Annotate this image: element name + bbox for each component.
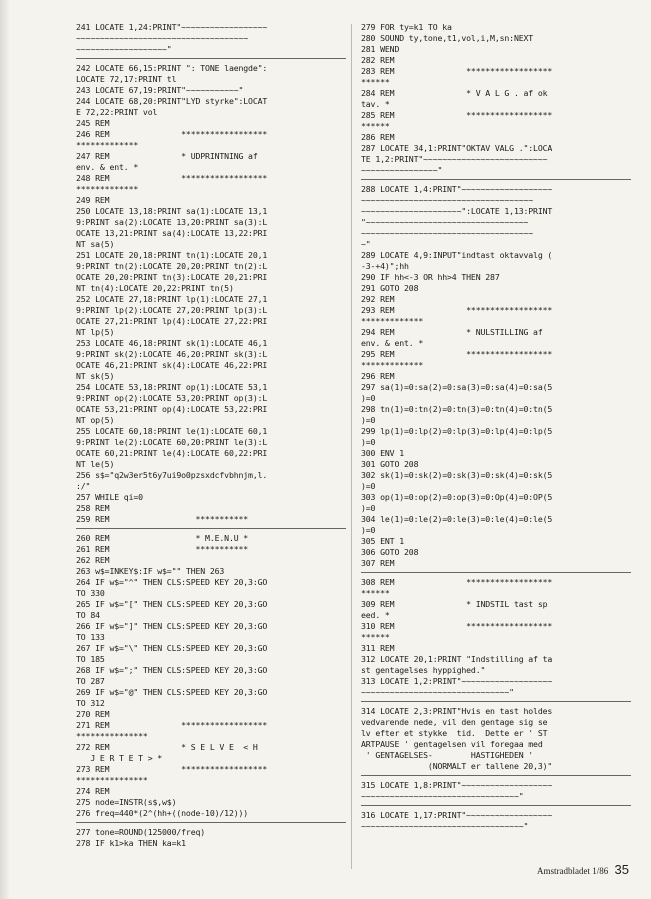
code-line: LOCATE 72,17:PRINT tl	[76, 74, 177, 84]
code-line: 244 LOCATE 68,20:PRINT"LYD styrke":LOCAT	[76, 96, 268, 106]
code-line: 275 node=INSTR(s$,w$)	[76, 797, 177, 807]
code-line: eed. *	[361, 610, 390, 620]
code-line: ~~~~~~~~~~~~~~~~~~~~~~~~~~~~~~~~~~"	[361, 821, 529, 831]
code-line: 300 ENV 1	[361, 448, 405, 458]
code-line: 290 IF hh<-3 OR hh>4 THEN 287	[361, 272, 500, 282]
code-line: NT lp(5)	[76, 327, 115, 337]
code-line: E 72,22:PRINT vol	[76, 107, 158, 117]
code-line: 307 REM	[361, 558, 395, 568]
code-line: 255 LOCATE 60,18:PRINT le(1):LOCATE 60,1	[76, 426, 268, 436]
code-line: )=0	[361, 481, 376, 491]
code-line: 245 REM	[76, 118, 110, 128]
code-line: 241 LOCATE 1,24:PRINT"~~~~~~~~~~~~~~~~~~	[76, 22, 268, 32]
code-line: 296 REM	[361, 371, 395, 381]
code-line: TO 330	[76, 588, 105, 598]
code-line: OCATE 13,21:PRINT sa(4):LOCATE 13,22:PRI	[76, 228, 268, 238]
code-line: NT le(5)	[76, 459, 115, 469]
listing-separator	[361, 775, 631, 778]
code-line: ~~~~~~~~~~~~~~~~~~~~~":LOCATE 1,13:PRINT	[361, 206, 553, 216]
code-line: OCATE 46,21:PRINT sk(4):LOCATE 46,22:PRI	[76, 360, 268, 370]
code-line: 291 GOTO 208	[361, 283, 419, 293]
code-line: )=0	[361, 393, 376, 403]
code-line: NT op(5)	[76, 415, 115, 425]
listing-column-right	[361, 22, 631, 832]
code-line: -3-+4)";hh	[361, 261, 409, 271]
code-line: 249 REM	[76, 195, 110, 205]
code-line: TO 133	[76, 632, 105, 642]
code-line: 266 IF w$="]" THEN CLS:SPEED KEY 20,3:GO	[76, 621, 268, 631]
code-line: 265 IF w$="[" THEN CLS:SPEED KEY 20,3:GO	[76, 599, 268, 609]
code-line: 9:PRINT lp(2):LOCATE 27,20:PRINT lp(3):L	[76, 305, 268, 315]
listing-separator	[361, 701, 631, 704]
code-line: 314 LOCATE 2,3:PRINT"Hvis en tast holdes	[361, 706, 553, 716]
code-line: 281 WEND	[361, 44, 400, 54]
code-line: )=0	[361, 525, 376, 535]
code-line: 257 WHILE qi=0	[76, 492, 143, 502]
code-line: 286 REM	[361, 132, 395, 142]
code-line: ' GENTAGELSES- HASTIGHEDEN '	[361, 750, 534, 760]
code-line: OCATE 60,21:PRINT le(4):LOCATE 60,22:PRI	[76, 448, 268, 458]
code-line: ~~~~~~~~~~~~~~~~~~~~~~~~~~~~~~~~~~~~	[76, 33, 249, 43]
code-line: 272 REM * S E L V E < H	[76, 742, 258, 752]
code-line: TO 84	[76, 610, 100, 620]
code-line: ~~~~~~~~~~~~~~~~~~~~~~~~~~~~~~~~~~~~	[361, 195, 534, 205]
code-line: 246 REM ******************	[76, 129, 268, 139]
code-line: 9:PRINT le(2):LOCATE 60,20:PRINT le(3):L	[76, 437, 268, 447]
code-line: (NORMALT er tallene 20,3)"	[361, 761, 553, 771]
code-line: 312 LOCATE 20,1:PRINT "Indstilling af ta	[361, 654, 553, 664]
code-line: 288 LOCATE 1,4:PRINT"~~~~~~~~~~~~~~~~~~~	[361, 184, 553, 194]
code-line: 310 REM ******************	[361, 621, 553, 631]
code-line: 271 REM ******************	[76, 720, 268, 730]
code-line: OCATE 20,20:PRINT tn(3):LOCATE 20,21:PRI	[76, 272, 268, 282]
code-line: 294 REM * NULSTILLING af	[361, 327, 543, 337]
code-line: st gentagelses hyppighed."	[361, 665, 486, 675]
code-line: 308 REM ******************	[361, 577, 553, 587]
code-line: ******	[361, 632, 390, 642]
code-line: 298 tn(1)=0:tn(2)=0:tn(3)=0:tn(4)=0:tn(5	[361, 404, 553, 414]
code-line: TE 1,2:PRINT"~~~~~~~~~~~~~~~~~~~~~~~~~~	[361, 154, 548, 164]
code-line: 262 REM	[76, 555, 110, 565]
code-line: 277 tone=ROUND(125000/freq)	[76, 827, 206, 837]
code-line: 297 sa(1)=0:sa(2)=0:sa(3)=0:sa(4)=0:sa(5	[361, 382, 553, 392]
code-line: 256 s$="q2w3er5t6y7ui9o0pzsxdcfvbhnjm,l.	[76, 470, 268, 480]
code-line: vedvarende nede, vil den gentage sig se	[361, 717, 548, 727]
code-line: 282 REM	[361, 55, 395, 65]
code-line: 313 LOCATE 1,2:PRINT"~~~~~~~~~~~~~~~~~~~	[361, 676, 553, 686]
code-line: ~~~~~~~~~~~~~~~~~~~~~~~~~~~~~~~"	[361, 687, 514, 697]
code-line: 267 IF w$="\" THEN CLS:SPEED KEY 20,3:GO	[76, 643, 268, 653]
code-line: TO 185	[76, 654, 105, 664]
code-line: )=0	[361, 437, 376, 447]
code-line: 268 IF w$=";" THEN CLS:SPEED KEY 20,3:GO	[76, 665, 268, 675]
code-line: 276 freq=440*(2^(hh+((node-10)/12)))	[76, 808, 249, 818]
code-line: TO 287	[76, 676, 105, 686]
code-line: 9:PRINT tn(2):LOCATE 20,20:PRINT tn(2):L	[76, 261, 268, 271]
code-line: 284 REM * V A L G . af ok	[361, 88, 548, 98]
code-line: 293 REM ******************	[361, 305, 553, 315]
code-line: 250 LOCATE 13,18:PRINT sa(1):LOCATE 13,1	[76, 206, 268, 216]
code-line: 247 REM * UDPRINTNING af	[76, 151, 258, 161]
code-line: 9:PRINT op(2):LOCATE 53,20:PRINT op(3):L	[76, 393, 268, 403]
code-line: 279 FOR ty=k1 TO ka	[361, 22, 452, 32]
code-line: OCATE 27,21:PRINT lp(4):LOCATE 27,22:PRI	[76, 316, 268, 326]
code-line: 285 REM ******************	[361, 110, 553, 120]
page-binding-shadow	[0, 0, 10, 899]
code-line: NT tn(4):LOCATE 20,22:PRINT tn(5)	[76, 283, 234, 293]
page-number: 35	[614, 862, 629, 877]
code-line: 264 IF w$="^" THEN CLS:SPEED KEY 20,3:GO	[76, 577, 268, 587]
code-line: 305 ENT 1	[361, 536, 405, 546]
code-line: 254 LOCATE 53,18:PRINT op(1):LOCATE 53,1	[76, 382, 268, 392]
code-line: 303 op(1)=0:op(2)=0:op(3)=0:Op(4)=0:OP(5	[361, 492, 553, 502]
code-line: ******	[361, 77, 390, 87]
code-line: ***************	[76, 731, 148, 741]
code-line: 316 LOCATE 1,17:PRINT"~~~~~~~~~~~~~~~~~~	[361, 810, 553, 820]
publication-name: Amstradbladet 1/86	[537, 866, 609, 876]
code-line: ~~~~~~~~~~~~~~~~~~~"	[76, 44, 172, 54]
code-line: ******	[361, 588, 390, 598]
code-line: tav. *	[361, 99, 390, 109]
code-line: )=0	[361, 415, 376, 425]
code-line: 9:PRINT sa(2):LOCATE 13,20:PRINT sa(3):L	[76, 217, 268, 227]
code-line: 258 REM	[76, 503, 110, 513]
code-line: ~~~~~~~~~~~~~~~~"	[361, 165, 443, 175]
code-line: 315 LOCATE 1,8:PRINT"~~~~~~~~~~~~~~~~~~~	[361, 780, 553, 790]
code-line: 299 lp(1)=0:lp(2)=0:lp(3)=0:lp(4)=0:lp(5	[361, 426, 553, 436]
code-line: 304 le(1)=0:le(2)=0:le(3)=0:le(4)=0:le(5	[361, 514, 553, 524]
code-line: 301 GOTO 208	[361, 459, 419, 469]
code-line: lv efter et stykke tid. Dette er ' ST	[361, 728, 548, 738]
code-line: 269 IF w$="@" THEN CLS:SPEED KEY 20,3:GO	[76, 687, 268, 697]
code-line: 248 REM ******************	[76, 173, 268, 183]
code-line: 253 LOCATE 46,18:PRINT sk(1):LOCATE 46,1	[76, 338, 268, 348]
code-line: 9:PRINT sk(2):LOCATE 46,20:PRINT sk(3):L	[76, 349, 268, 359]
code-line: 274 REM	[76, 786, 110, 796]
code-line: OCATE 53,21:PRINT op(4):LOCATE 53,22:PRI	[76, 404, 268, 414]
code-line: 309 REM * INDSTIL tast sp	[361, 599, 548, 609]
code-line: 302 sk(1)=0:sk(2)=0:sk(3)=0:sk(4)=0:sk(5	[361, 470, 553, 480]
code-line: 270 REM	[76, 709, 110, 719]
listing-separator	[76, 822, 346, 825]
code-line: 273 REM ******************	[76, 764, 268, 774]
code-line: *************	[76, 184, 139, 194]
page-footer	[537, 862, 629, 877]
code-line: ~"	[361, 239, 371, 249]
listing-column-left	[76, 22, 346, 849]
code-line: 251 LOCATE 20,18:PRINT tn(1):LOCATE 20,1	[76, 250, 268, 260]
code-line: )=0	[361, 503, 376, 513]
listing-separator	[76, 528, 346, 531]
listing-separator	[361, 805, 631, 808]
code-line: 295 REM ******************	[361, 349, 553, 359]
code-line: ~~~~~~~~~~~~~~~~~~~~~~~~~~~~~~~~~"	[361, 791, 524, 801]
code-line: 292 REM	[361, 294, 395, 304]
code-line: env. & ent. *	[361, 338, 424, 348]
code-line: 261 REM ***********	[76, 544, 249, 554]
code-line: ARTPAUSE ' gentagelsen vil foregaa med	[361, 739, 543, 749]
code-line: 242 LOCATE 66,15:PRINT ": TONE laengde":	[76, 63, 268, 73]
code-line: J E R T E T > *	[76, 753, 163, 763]
code-line: 289 LOCATE 4,9:INPUT"indtast oktavvalg (	[361, 250, 553, 260]
code-line: 280 SOUND ty,tone,t1,vol,i,M,sn:NEXT	[361, 33, 534, 43]
code-line: NT sa(5)	[76, 239, 115, 249]
listing-separator	[76, 58, 346, 61]
code-line: ***************	[76, 775, 148, 785]
code-line: 243 LOCATE 67,19:PRINT"~~~~~~~~~~~"	[76, 85, 244, 95]
code-line: 311 REM	[361, 643, 395, 653]
code-line: env. & ent. *	[76, 162, 139, 172]
code-line: "~~~~~~~~~~~~~~~~~~~~~~~~~~~~~~~~~~	[361, 217, 529, 227]
code-line: ******	[361, 121, 390, 131]
code-line: TO 312	[76, 698, 105, 708]
code-line: *************	[361, 360, 424, 370]
code-line: NT sk(5)	[76, 371, 115, 381]
code-line: 283 REM ******************	[361, 66, 553, 76]
code-line: :/"	[76, 481, 91, 491]
column-divider	[351, 24, 352, 869]
code-line: *************	[76, 140, 139, 150]
code-line: *************	[361, 316, 424, 326]
code-line: 252 LOCATE 27,18:PRINT lp(1):LOCATE 27,1	[76, 294, 268, 304]
listing-separator	[361, 572, 631, 575]
code-line: 263 w$=INKEY$:IF w$="" THEN 263	[76, 566, 225, 576]
code-line: 259 REM ***********	[76, 514, 249, 524]
code-line: ~~~~~~~~~~~~~~~~~~~~~~~~~~~~~~~~~~~~	[361, 228, 534, 238]
code-line: 278 IF k1>ka THEN ka=k1	[76, 838, 186, 848]
code-line: 287 LOCATE 34,1:PRINT"OKTAV VALG .":LOCA	[361, 143, 553, 153]
code-line: 306 GOTO 208	[361, 547, 419, 557]
code-line: 260 REM * M.E.N.U *	[76, 533, 249, 543]
listing-separator	[361, 179, 631, 182]
